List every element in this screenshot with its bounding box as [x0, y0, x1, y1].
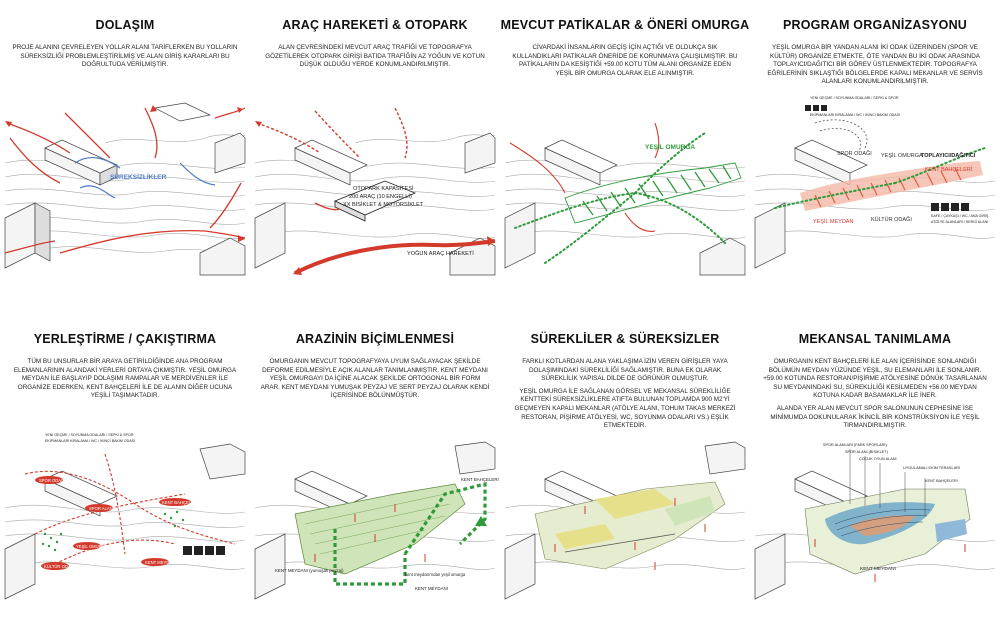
label-urban-gardens: KENT BAHÇELERİ [461, 477, 499, 482]
label-sport-equipment: EKİPMANLARI KİRALAMA / WC / İKİNCİ BAKIM ODASI [810, 113, 901, 117]
program-diagram [755, 96, 995, 275]
panel-description [260, 358, 490, 405]
label-sport-rooms: YENİ GEÇME / SOYUNMA ODALARI / SEPKİ & SPOR [810, 96, 899, 100]
panel-mekansal [750, 316, 1000, 632]
label-sport-rooms: YENİ GEÇME / SOYUNMA ODALARI / SEPKİ & SPOR [45, 433, 134, 437]
description-paragraph: YEŞİL OMURGA BİR YANDAN ALANI İKİ ODAK ÜZERİNDEN (SPOR VE KÜLTÜR) ORGANİZE ETMEKTE, ÖTE YANDAN BU İKİ ODAK ARASINDA TOPLAYICI/DAĞITICI BİR GÖREV ÜSTLENMEKTEDİR. TOPOGRAFYA EĞRİLERİNİN SIKLAŞTIĞI BÖLGELERDE KAPALI MEKANLAR VE SERVİS ALANLARI KONUMLANDIRILMIŞTIR. [767, 44, 983, 86]
panel-arac-hareketi [250, 0, 500, 316]
panel-title: MEKANSAL TANIMLAMA [798, 332, 952, 346]
panel-title: ARAZİNİN BİÇİMLENMESİ [295, 332, 455, 346]
red-dashed-circulation [25, 454, 235, 564]
label-cafe-wc: KAFE / ÇAYKAŞI / WC / ANA GİRİŞ [931, 214, 989, 218]
buildings [5, 444, 245, 599]
placement-diagram [5, 434, 245, 606]
label-parking-capacity: OTOPARK KAPASİTESİ [353, 186, 414, 192]
cafe-icon [961, 203, 969, 211]
shower-icon [813, 105, 819, 111]
label-discontinuities: SÜREKSİZLİKLER [110, 174, 167, 181]
toilet-icon [183, 546, 192, 555]
panel-surekliler [500, 316, 750, 632]
wheelchair-icon [951, 203, 959, 211]
description-paragraph: OMURGANIN KENT BAHÇELERİ İLE ALAN İÇERİSİNDE SONLANDIĞI BÖLÜMÜN MEYDAN YÜZÜNDE YEŞİL, SU ELEMANLARI İLE SONLANIR. +59.00 KOTUNDA RESTORAN/PİŞİRME ATÖLYESİNE DÖNÜK TASARLANAN SU MEYDANINDAKİ SU, SÜREKLİLİĞİ KESİLMEDEN +56.00 MEYDAN KOTUNA KADAR BASAMAKLAR İLE İNER. [763, 358, 987, 400]
wc-icon [821, 105, 827, 111]
label-urban-gardens: KENT BAHÇELERİ [925, 167, 973, 173]
panel-program [750, 0, 1000, 316]
panel-patikalar [500, 0, 750, 316]
panel-title: SÜREKLİLER & SÜREKSİZLER [530, 332, 720, 346]
panel-description [10, 44, 240, 74]
label-culture-focus: KÜLTÜR ODAĞI [871, 217, 912, 223]
topography-contours [505, 160, 745, 238]
label-parking-cars: 200 ARAÇ (10 ENGELLİ) [349, 194, 412, 200]
label-workshops: ATÖLYE ALANLARI / SERGİ ALANI [931, 220, 989, 224]
panel-description [510, 358, 740, 435]
panel-description [760, 358, 990, 435]
panel-description [510, 44, 740, 82]
panel-description [260, 44, 490, 74]
service-icons [183, 546, 225, 555]
panel-dolasim [0, 0, 250, 316]
description-paragraph: TÜM BU UNSURLAR BİR ARAYA GETİRİLDİĞİNDE ANA PROGRAM ELEMANLARININ ALANDAKİ YERLERİ ORTAYA ÇIKMIŞTIR. YEŞİL OMURGA MEYDAN İLE BAŞLAYIP DOLAŞIMI RAMPALAR VE MERDİVENLER İLE ORGANİZE EDERKEN, KENT BAHÇELERİ İLE DE ALANIN DİĞER UCUNA YEŞİLİ TAŞIMAKTADIR. [13, 358, 237, 400]
paths-diagram [505, 103, 745, 275]
label-green-spine: YEŞİL OMURGA [76, 544, 108, 549]
label-sport-fields: SPOR ALANLARI (FARK SPORLARI) [823, 443, 887, 447]
label-sport-focus: SPOR ODAĞI [837, 151, 872, 157]
label-sport-fields: SPOR ALANLARI [89, 506, 123, 511]
label-city-square: KENT MEYDANI [145, 560, 177, 565]
label-city-square: KENT MEYDANI [415, 586, 448, 591]
panel-arazi [250, 316, 500, 632]
terrain-diagram [255, 434, 499, 606]
traffic-diagram [255, 103, 495, 275]
person-icon [941, 203, 949, 211]
label-parking-bikes: XX BİSİKLET & MOTORSİKLET [343, 202, 424, 208]
continuity-diagram [505, 434, 745, 606]
gym-icon [805, 105, 811, 111]
person-icon [194, 546, 203, 555]
description-paragraph: OMURGANIN MEVCUT TOPOGRAFYAYA UYUM SAĞLAYACAK ŞEKİLDE DEFORME EDİLMESİYLE AÇIK ALANLAR TANIMLANMIŞTIR. KENT MEYDANI YEŞİL OMURGAYI DA İÇİNE ALACAK ŞEKİLDE ORTOGONAL BİR FORM ARAR. KENT MEYDANI YUMUŞAK PEYZAJ VE SERT PEYZAJ OLARAK KENDİ İÇERİSİNDE BÖLÜNMÜŞTÜR. [260, 358, 490, 400]
label-soft-square: KENT MEYDANI (yumuşak peyzaj) [275, 568, 344, 573]
label-green-spine: YEŞİL OMURGA [645, 144, 696, 151]
panel-yerlestirme [0, 316, 250, 632]
label-culture-focus: KÜLTÜR ODAĞI [44, 564, 76, 569]
circulation-diagram [5, 103, 245, 275]
label-bike-field: SPOR ALANI (BİSİKLET) [845, 450, 888, 454]
green-spine-hatching [583, 166, 731, 215]
topography-contours [5, 505, 245, 569]
label-square-spine: kent meydanı'ndan yeşil omurga [405, 572, 466, 577]
label-urban-gardens: KENT BAHÇELERİ [925, 479, 958, 483]
description-paragraph: ALANDA YER ALAN MEVCUT SPOR SALONUNUN CEPHESİNE İSE MİNİMUMDA DOKUNULARAK İKİNCİL BİR KONSTRÜKSİYON İLE YEŞİL TIRMANDIRILMIŞTIR. [770, 404, 980, 430]
panel-title: MEVCUT PATİKALAR & ÖNERİ OMURGA [500, 18, 750, 32]
label-city-square: KENT MEYDANI [860, 567, 896, 572]
panel-description [10, 358, 240, 405]
description-paragraph: CİVARDAKİ İNSANLARIN GEÇİŞ İÇİN AÇTIĞI VE OLDUKÇA SIK KULLANDIKLARI PATİKALAR ÖNERİDE DE KORUNMAYA ÇALIŞILMIŞTIR. BU PATİKALARIN DA KESİŞTİĞİ +59.00 KOTU TÜM ALANI ORGANİZE EDEN YEŞİL BİR OMURGA OLARAK ELE ALINMIŞTIR. [512, 44, 738, 77]
panel-description [760, 44, 990, 91]
label-green-spine: YEŞİL OMURGA [881, 153, 923, 159]
buildings [505, 140, 745, 275]
panel-title: ARAÇ HAREKETİ & OTOPARK [282, 18, 468, 32]
spatial-diagram [755, 434, 995, 606]
cafe-icon [216, 546, 225, 555]
label-collector: TOPLAYICI/DAĞITICI [921, 153, 976, 159]
panel-title: DOLAŞIM [95, 18, 155, 32]
label-playground: ÇOCUK OYUN ALANI [859, 457, 897, 461]
panel-title: PROGRAM ORGANİZASYONU [782, 18, 968, 32]
label-urban-gardens: KENT BAHÇELERİ [162, 500, 198, 505]
panel-title: YERLEŞTİRME / ÇAKIŞTIRMA [33, 332, 217, 346]
description-paragraph: FARKLI KOTLARDAN ALANA YAKLAŞIMA İZİN VEREN GİRİŞLER YAYA DOLAŞIMINDAKİ SÜREKLİLİĞİ SAĞLAMIŞTIR. BUNA EK OLARAK SÜREKLİLİK YAPISAL DİLDE DE GÖRÜNÜR OLMUŞTUR. [522, 358, 728, 383]
label-sport-focus: SPOR ODAĞI [39, 478, 66, 483]
label-planting-terraces: UYGULAMALI EKİM TERASLARI [903, 466, 960, 470]
description-paragraph: ALAN ÇEVRESİNDEKİ MEVCUT ARAÇ TRAFİĞİ VE TOPOGRAFYA GÖZETİLEREK OTOPARK GİRİŞİ BATIDA TRAFİĞİN AZ YOĞUN VE KOTUN DÜŞÜK OLDUĞU YERDE KONUMLANDIRILMIŞTIR. [265, 44, 485, 69]
label-sport-equipment: EKİPMANLARI KİRALAMA / WC / İKİNCİ BAKIM ODASI [45, 439, 136, 443]
description-paragraph: PROJE ALANINI ÇEVRELEYEN YOLLAR ALANI TARİFLERKEN BU YOLLARIN SÜREKSİZLİĞİ PROBLEMLEŞTİRİLMİŞ VE ALAN GİRİŞ KARARLARI BU DOĞRULTUDA VERİLMİŞTİR. [12, 44, 238, 69]
toilet-icon [931, 203, 939, 211]
green-dot-field [42, 511, 184, 551]
description-paragraph: YEŞİL OMURGA İLE SAĞLANAN GÖRSEL VE MEKANSAL SÜREKLİLİĞE KENTTEKİ SÜREKSİZLİKLERE ATIFTA BULUNAN TOPLAMDA 900 M2'Yİ GEÇMEYEN KAPALI MEKANLAR (ATÖLYE ALANI, TOHUM TAKAS MERKEZİ RESTORAN, PİŞİRME ATÖLYESİ, WC, SOYUNMA ODALARI VS.) EŞLİK ETMEKTEDİR. [514, 387, 736, 430]
label-green-square: YEŞİL MEYDAN [813, 219, 854, 225]
wheelchair-icon [205, 546, 214, 555]
label-heavy-traffic: YOĞUN ARAÇ HAREKETİ [407, 251, 474, 257]
